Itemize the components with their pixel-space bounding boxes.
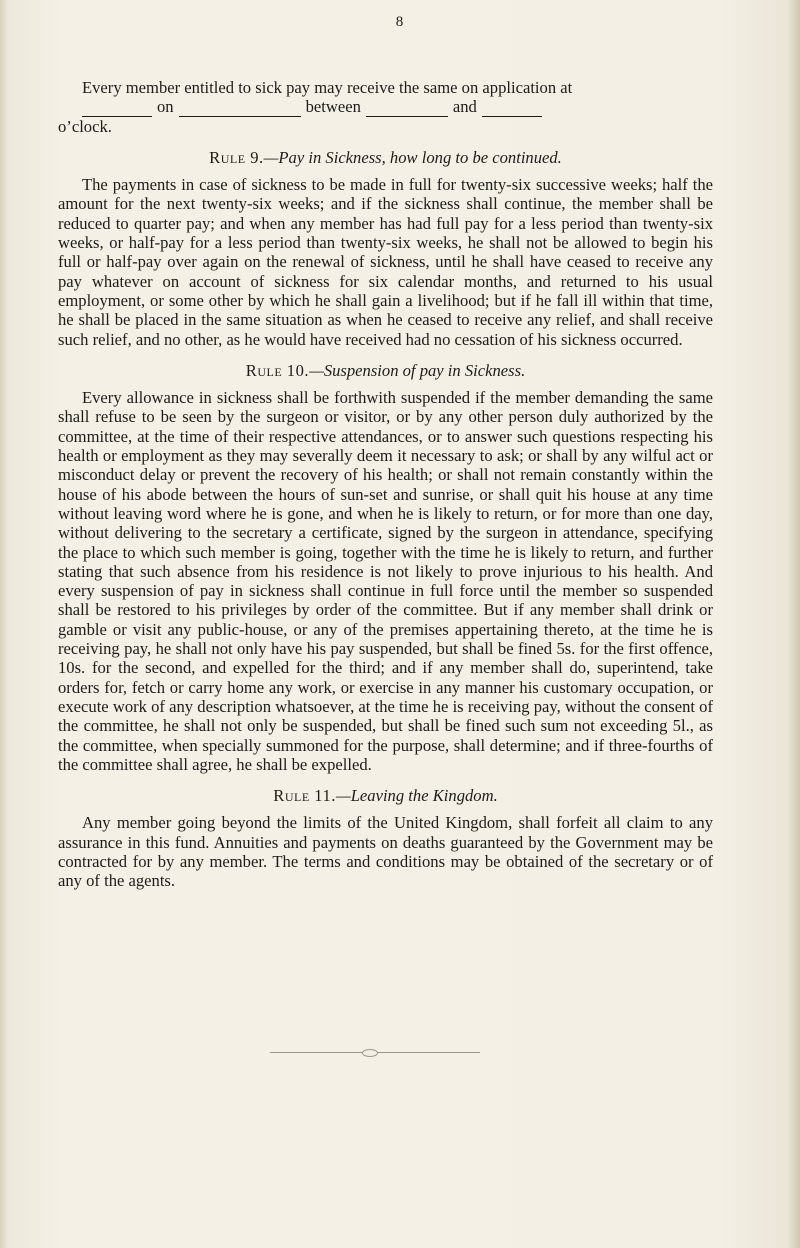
intro-line: Every member entitled to sick pay may receive the same on application at [82,78,573,97]
rule-11-heading [58,786,713,805]
intro-and-word: and [452,97,477,117]
rule-9-title: —Pay in Sickness, how long to be continued. [263,147,562,167]
page-number: 8 [395,14,405,30]
ornamental-divider [270,1052,480,1053]
rule-9-number: Rule 9. [209,147,264,167]
blank-field [366,104,448,117]
rule-9-heading [58,148,713,167]
intro-between-word: between [305,97,361,117]
document-body [58,78,713,891]
page-right-edge [786,0,800,1248]
rule-11-number: Rule 11. [273,786,336,806]
rule-10-heading [58,361,713,380]
rule-10-paragraph: Every allowance in sickness shall be forthwith suspended if the member demanding the same shall refuse to be seen by the surgeon or visitor, or by any other person duly authorized by the committee, at the time of their respective attendances, or to answer such questions respecting his health or employment as they may severally deem it necessary to ask; or shall by any wilful act or misconduct delay or prevent the recovery of his health; or shall not remain constantly within the house of his abode between the hours of sun-set and sunrise, or shall quit his house at any time without leaving word where he is gone, and when he is likely to return, or for more than one day, without delivering to the secretary a certificate, signed by the surgeon in attendance, specifying the place to which such member is going, together with the time he is likely to return, and further stating that such absence from his residence is not likely to prove injurious to his health. And every suspension of pay in sickness shall continue in full force until the member so suspended shall be restored to his privileges by order of the committee. But if any member shall drink or gamble or visit any public-house, or any of the premises appertaining thereto, at the time he is receiving pay, he shall not only have his pay suspended, but shall be fined 5s. for the first offence, 10s. for the second, and expelled for the third; and if any member shall do, superintend, take orders for, fetch or carry home any work, or exercise in any manner his customary occupation, or execute work of any description whatsoever, at the time he is receiving pay, without the consent of the committee, he shall not only be suspended, but shall be fined such sum not exceeding 5l., as the committee, when specially summoned for the purpose, shall determine; and if three-fourths of the committee shall agree, he shall be expelled. [58,388,713,774]
rule-9-paragraph: The payments in case of sickness to be made in full for twenty-six successive weeks; half the amount for the next twenty-six weeks; and if the sickness shall continue, the member shall be reduced to quarter pay; and when any member has had full pay for a less period than twenty-six weeks, or half-pay for a less period than twenty-six weeks, he shall not be allowed to begin his full or half-pay over again on the renewal of sickness, until he shall have ceased to receive any pay whatever on account of sickness for six calendar months, and returned to his usual employment, or some other by which he shall gain a livelihood; but if he fall ill within that time, he shall be placed in the same situation as when he ceased to receive any relief, and shall receive such relief, and no other, as he would have received had no cessation of his sickness occurred. [58,175,713,349]
blank-field [82,104,152,117]
page-left-edge [0,0,8,1248]
rule-10-number: Rule 10. [245,360,310,380]
rule-10-title: —Suspension of pay in Sickness. [309,360,526,380]
intro-oclock: o’clock. [58,116,112,136]
rule-11-paragraph: Any member going beyond the limits of the United Kingdom, shall forfeit all claim to any assurance in this fund. Annuities and payments on deaths guaranteed by the Government may be contracted for by any member. The terms and conditions may be obtained of the secretary or of any of the agents. [58,813,713,891]
rule-11-title: —Leaving the Kingdom. [335,786,498,806]
intro-form-line [82,97,713,116]
intro-on-word: on [157,97,174,117]
blank-field [179,104,301,117]
blank-field [482,104,542,117]
